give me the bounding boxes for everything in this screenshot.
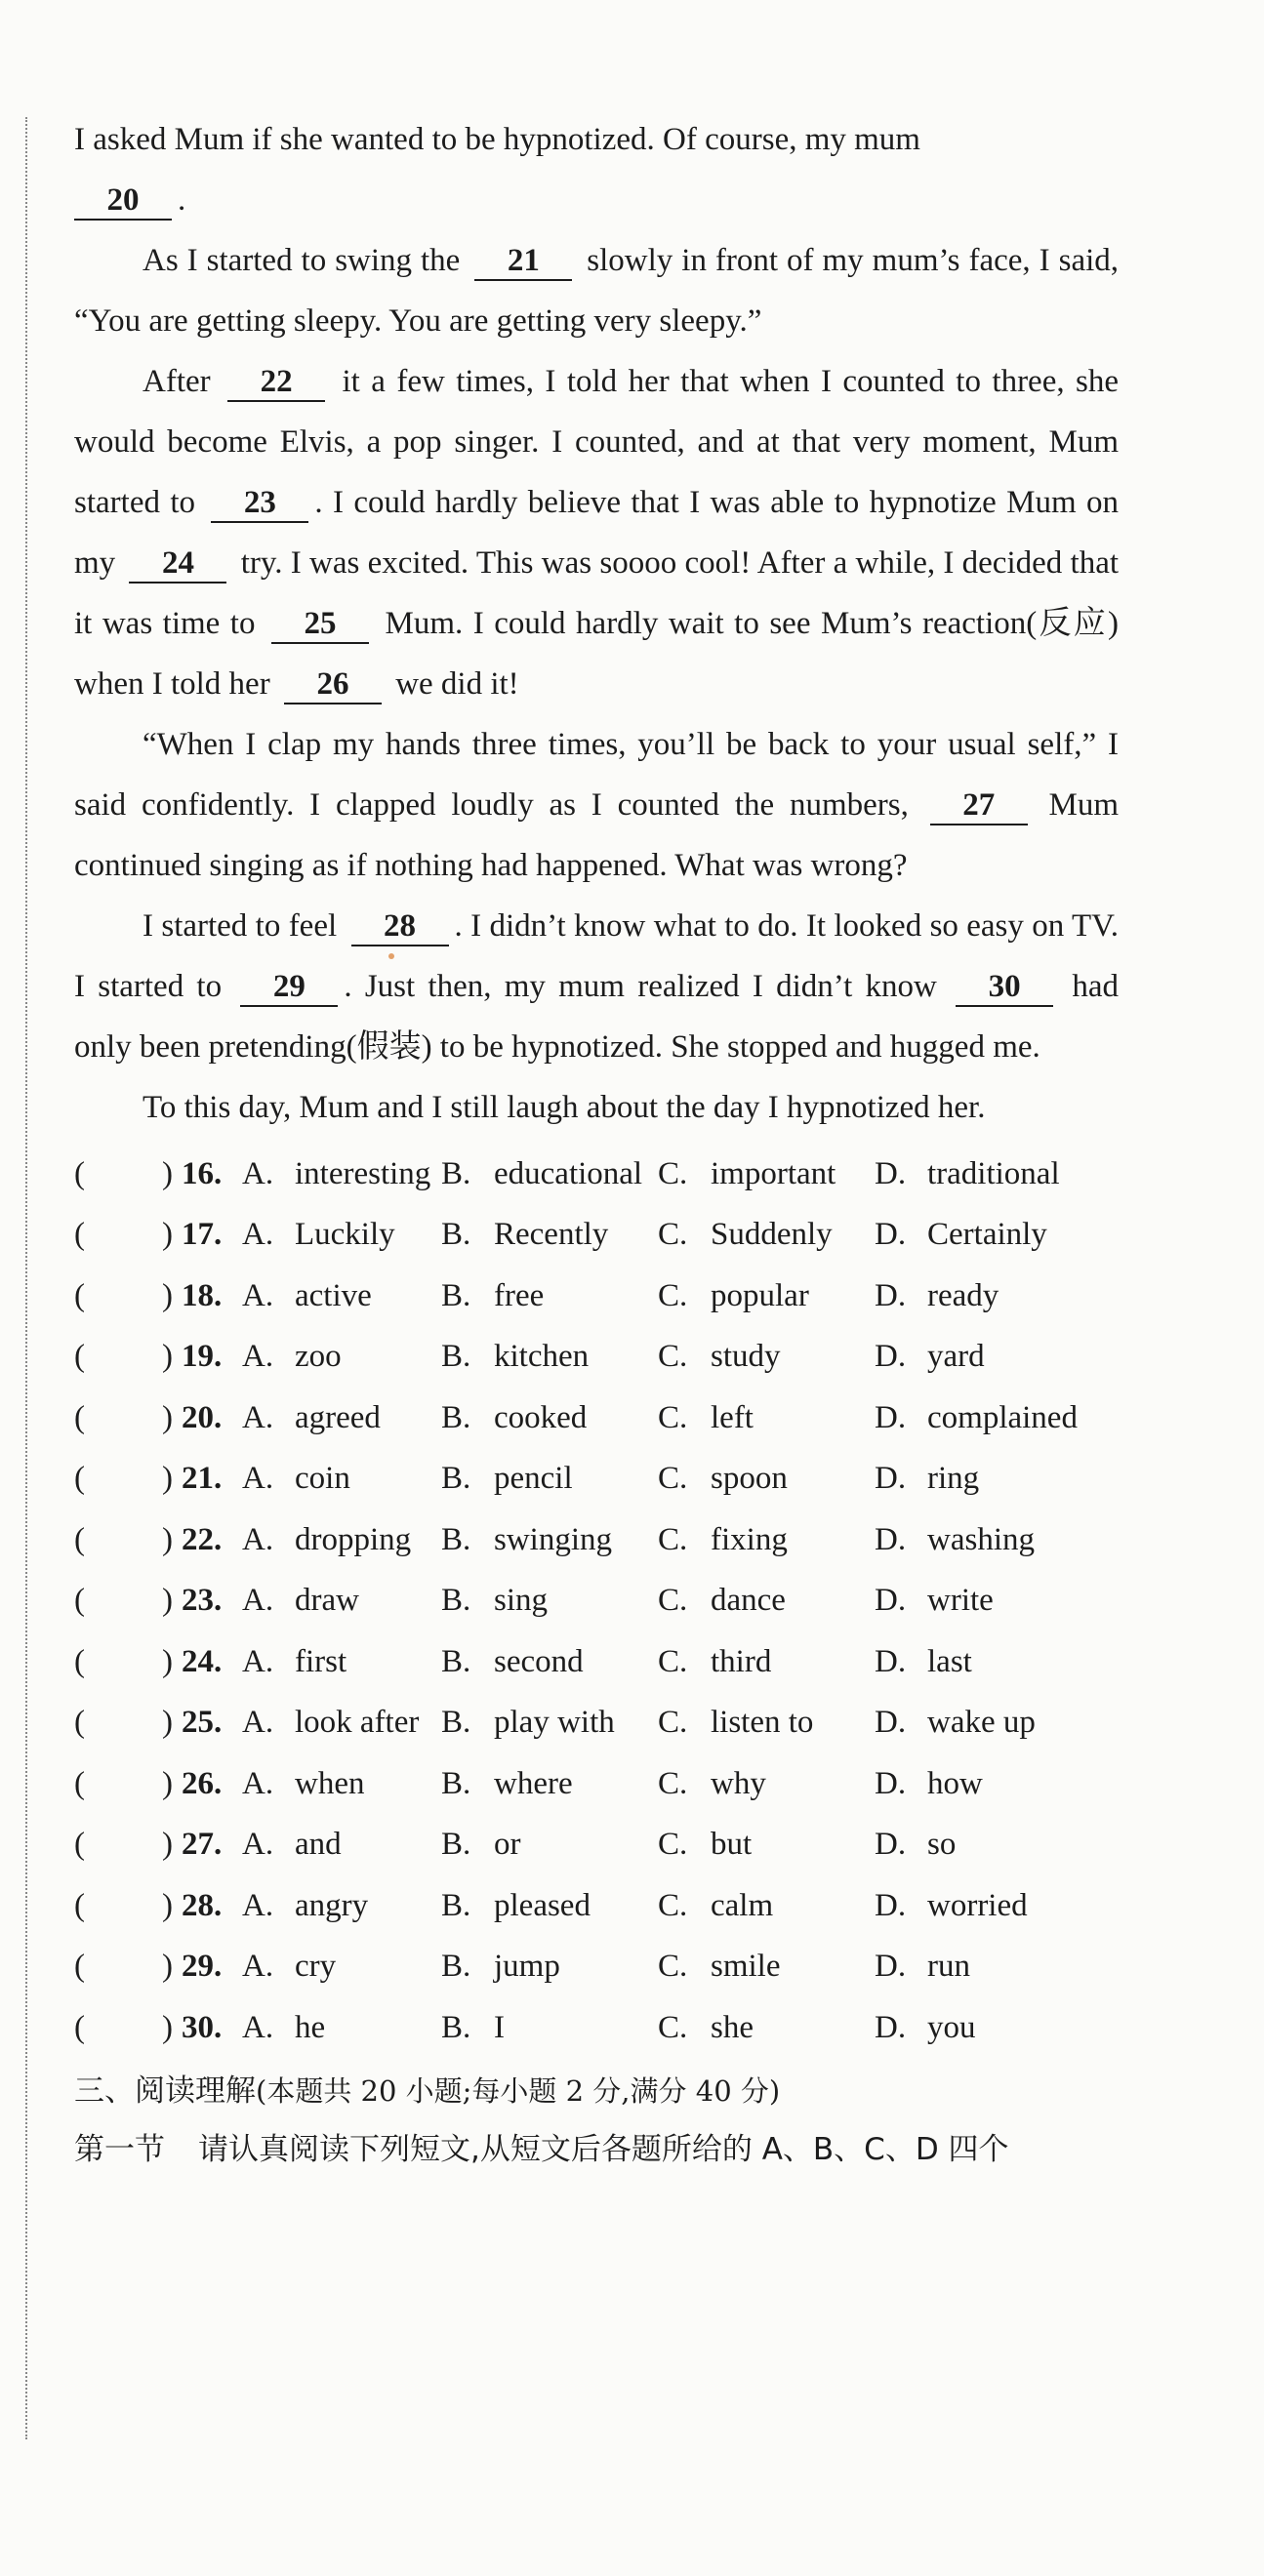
option-letter: A. [242, 1399, 274, 1435]
option-d [875, 1766, 1109, 1802]
option-text: sing [494, 1583, 549, 1619]
option-letter: A. [242, 1827, 274, 1863]
part-label: 第一节 [74, 2131, 165, 2167]
answer-box[interactable]: ) [162, 1521, 173, 1557]
option-text: third [711, 1643, 772, 1679]
option-letter: C. [658, 1949, 688, 1985]
option-d [875, 1522, 1109, 1558]
option-d [875, 1888, 1109, 1924]
option-letter: A. [242, 1277, 274, 1313]
option-text: I [494, 2009, 505, 2045]
option-text: look after [295, 1705, 420, 1741]
option-letter: B. [441, 1155, 471, 1191]
text: I asked Mum if she wanted to be hypnotized. Of course, my mum [74, 122, 920, 157]
blank-22: 22 [227, 363, 325, 402]
option-letter: C. [658, 1277, 688, 1313]
question-row [74, 1327, 1119, 1389]
option-text: he [295, 2009, 326, 2045]
section-heading [74, 2063, 1119, 2119]
option-letter: B. [441, 1583, 471, 1619]
option-a [242, 1400, 441, 1436]
option-c [658, 1217, 875, 1253]
option-c [658, 1888, 875, 1924]
option-letter: D. [875, 1827, 907, 1863]
question-number: 21. [182, 1461, 223, 1497]
option-letter: C. [658, 1399, 688, 1435]
option-text: jump [494, 1949, 560, 1985]
option-d [875, 1339, 1109, 1375]
answer-box[interactable]: ) [162, 1765, 173, 1801]
option-letter: D. [875, 1155, 907, 1191]
option-c [658, 1339, 875, 1375]
option-letter: C. [658, 1583, 688, 1619]
option-a [242, 1888, 441, 1924]
option-letter: D. [875, 1399, 907, 1435]
option-text: how [927, 1765, 983, 1801]
option-b [441, 1522, 658, 1558]
answer-box[interactable]: ) [162, 1399, 173, 1435]
option-text: dance [711, 1583, 786, 1619]
option-d [875, 1400, 1109, 1436]
option-b [441, 1339, 658, 1375]
option-text: educational [494, 1155, 643, 1191]
question-row [74, 1815, 1119, 1876]
option-text: yard [927, 1339, 985, 1375]
question-number: 19. [182, 1339, 223, 1375]
option-text: draw [295, 1583, 359, 1619]
option-text: interesting [295, 1155, 431, 1191]
option-c [658, 1156, 875, 1192]
option-text: but [711, 1827, 753, 1863]
option-b [441, 1583, 658, 1619]
option-b [441, 1949, 658, 1985]
option-text: ring [927, 1461, 980, 1497]
option-text: ready [927, 1277, 999, 1313]
option-letter: C. [658, 1217, 688, 1253]
paragraph-5 [74, 896, 1119, 1077]
option-letter: B. [441, 1339, 471, 1375]
answer-box[interactable]: ) [162, 1155, 173, 1191]
answer-paren-open: ( [74, 1339, 85, 1375]
question-number: 29. [182, 1949, 223, 1985]
option-b [441, 2010, 658, 2046]
question-list [74, 1144, 1119, 2059]
option-text: Certainly [927, 1217, 1047, 1253]
option-text: worried [927, 1887, 1028, 1923]
text: slowly in front of my mum’s face, I said, “You are getting sleepy. You are getting very sleepy.” [74, 243, 1120, 339]
answer-paren-open: ( [74, 1461, 85, 1497]
option-text: important [711, 1155, 836, 1191]
option-text: pleased [494, 1887, 591, 1923]
question-row [74, 1997, 1119, 2059]
option-letter: D. [875, 1461, 907, 1497]
blank-29: 29 [240, 968, 338, 1007]
question-number: 25. [182, 1705, 223, 1741]
option-letter: B. [441, 1217, 471, 1253]
option-letter: A. [242, 1643, 274, 1679]
option-text: spoon [711, 1461, 788, 1497]
option-text: smile [711, 1949, 781, 1985]
option-letter: A. [242, 1705, 274, 1741]
option-text: fixing [711, 1521, 788, 1557]
option-d [875, 1949, 1109, 1985]
option-c [658, 1522, 875, 1558]
option-c [658, 1400, 875, 1436]
option-letter: B. [441, 1277, 471, 1313]
question-number: 16. [182, 1155, 223, 1191]
option-d [875, 1156, 1109, 1192]
blank-28: 28 [351, 907, 449, 946]
option-text: angry [295, 1887, 369, 1923]
blank-30: 30 [956, 968, 1053, 1007]
option-letter: A. [242, 1765, 274, 1801]
option-c [658, 1705, 875, 1741]
option-letter: D. [875, 1277, 907, 1313]
text: Mum. I could hardly wait to see Mum’s reaction(反应) when I told her [74, 606, 1119, 702]
part-instruction [74, 2119, 1119, 2180]
blank-20: 20 [74, 181, 172, 221]
option-text: so [927, 1827, 957, 1863]
section-note: (本题共 20 小题;每小题 2 分,满分 40 分) [256, 2073, 781, 2108]
blank-26: 26 [284, 665, 382, 704]
answer-paren-open: ( [74, 1705, 85, 1741]
option-letter: D. [875, 2009, 907, 2045]
option-d [875, 1644, 1109, 1680]
option-text: kitchen [494, 1339, 590, 1375]
option-b [441, 1156, 658, 1192]
text: . I could hardly believe that I was able to hypnotize Mum on my [74, 485, 1119, 581]
option-letter: B. [441, 1949, 471, 1985]
question-row [74, 1753, 1119, 1815]
option-c [658, 1583, 875, 1619]
text: As I started to swing the [143, 243, 461, 278]
answer-paren-open: ( [74, 1521, 85, 1557]
question-row [74, 1509, 1119, 1571]
option-a [242, 1583, 441, 1619]
option-text: coin [295, 1461, 350, 1497]
option-a [242, 1949, 441, 1985]
option-text: complained [927, 1399, 1078, 1435]
answer-paren-open: ( [74, 1399, 85, 1435]
option-a [242, 1278, 441, 1314]
question-number: 23. [182, 1583, 223, 1619]
paragraph-6 [74, 1077, 1119, 1138]
answer-box[interactable]: ) [162, 1887, 173, 1923]
option-d [875, 2010, 1109, 2046]
question-row [74, 1449, 1119, 1510]
option-text: free [494, 1277, 545, 1313]
answer-paren-open: ( [74, 1155, 85, 1191]
option-d [875, 1583, 1109, 1619]
option-text: first [295, 1643, 347, 1679]
question-number: 28. [182, 1887, 223, 1923]
option-letter: C. [658, 1461, 688, 1497]
option-c [658, 1278, 875, 1314]
option-text: last [927, 1643, 972, 1679]
answer-box[interactable]: ) [162, 1461, 173, 1497]
option-text: second [494, 1643, 584, 1679]
option-letter: A. [242, 1217, 274, 1253]
option-a [242, 1217, 441, 1253]
option-letter: D. [875, 1887, 907, 1923]
option-c [658, 1949, 875, 1985]
option-text: washing [927, 1521, 1035, 1557]
option-text: agreed [295, 1399, 381, 1435]
option-text: swinging [494, 1521, 613, 1557]
paragraph-1 [74, 109, 1119, 230]
option-c [658, 1461, 875, 1497]
option-text: you [927, 2009, 976, 2045]
option-a [242, 1156, 441, 1192]
option-text: Recently [494, 1217, 609, 1253]
question-row [74, 1144, 1119, 1205]
option-letter: C. [658, 1643, 688, 1679]
option-text: pencil [494, 1461, 573, 1497]
text: try. I was excited. This was soooo cool! After a while, I decided that it was time to [74, 545, 1120, 641]
option-letter: D. [875, 1217, 907, 1253]
option-text: play with [494, 1705, 615, 1741]
text: After [143, 364, 211, 399]
option-letter: A. [242, 1155, 274, 1191]
binding-margin-dotted-line [25, 117, 27, 2439]
option-text: cooked [494, 1399, 588, 1435]
option-text: she [711, 2009, 754, 2045]
question-number: 20. [182, 1399, 223, 1435]
option-letter: A. [242, 1887, 274, 1923]
option-letter: B. [441, 2009, 471, 2045]
option-c [658, 1644, 875, 1680]
option-letter: A. [242, 2009, 274, 2045]
option-letter: A. [242, 1583, 274, 1619]
option-letter: C. [658, 1887, 688, 1923]
option-b [441, 1400, 658, 1436]
answer-paren-open: ( [74, 1765, 85, 1801]
option-d [875, 1217, 1109, 1253]
question-row [74, 1937, 1119, 1998]
option-text: popular [711, 1277, 809, 1313]
option-d [875, 1827, 1109, 1863]
option-letter: D. [875, 1521, 907, 1557]
option-b [441, 1766, 658, 1802]
option-d [875, 1278, 1109, 1314]
question-number: 22. [182, 1521, 223, 1557]
question-number: 27. [182, 1827, 223, 1863]
answer-paren-open: ( [74, 1277, 85, 1313]
answer-paren-open: ( [74, 1217, 85, 1253]
option-b [441, 1644, 658, 1680]
option-text: why [711, 1765, 766, 1801]
option-a [242, 2010, 441, 2046]
option-b [441, 1888, 658, 1924]
blank-27: 27 [930, 786, 1028, 825]
option-letter: A. [242, 1949, 274, 1985]
answer-box[interactable]: ) [162, 1643, 173, 1679]
option-a [242, 1644, 441, 1680]
option-letter: C. [658, 1705, 688, 1741]
option-letter: B. [441, 1399, 471, 1435]
option-letter: A. [242, 1339, 274, 1375]
option-letter: A. [242, 1461, 274, 1497]
option-text: study [711, 1339, 781, 1375]
option-text: active [295, 1277, 372, 1313]
option-b [441, 1217, 658, 1253]
answer-box[interactable]: ) [162, 1949, 173, 1985]
text: . [178, 182, 186, 218]
paragraph-2 [74, 230, 1119, 351]
option-letter: A. [242, 1521, 274, 1557]
option-b [441, 1461, 658, 1497]
text: . Just then, my mum realized I didn’t know [344, 969, 937, 1004]
option-text: wake up [927, 1705, 1036, 1741]
option-letter: B. [441, 1887, 471, 1923]
blank-23: 23 [211, 484, 308, 523]
answer-box[interactable]: ) [162, 2009, 173, 2045]
answer-box[interactable]: ) [162, 1827, 173, 1863]
option-text: run [927, 1949, 970, 1985]
text: To this day, Mum and I still laugh about the day I hypnotized her. [143, 1090, 986, 1125]
question-number: 30. [182, 2009, 223, 2045]
option-text: dropping [295, 1521, 412, 1557]
option-d [875, 1461, 1109, 1497]
option-text: calm [711, 1887, 774, 1923]
option-text: when [295, 1765, 365, 1801]
answer-paren-open: ( [74, 1583, 85, 1619]
question-number: 18. [182, 1277, 223, 1313]
option-text: write [927, 1583, 994, 1619]
option-letter: D. [875, 1949, 907, 1985]
option-letter: D. [875, 1339, 907, 1375]
option-text: zoo [295, 1339, 342, 1375]
option-letter: C. [658, 1765, 688, 1801]
text: Mum continued singing as if nothing had happened. What was wrong? [74, 787, 1120, 883]
answer-box[interactable]: ) [162, 1217, 173, 1253]
part-text: 请认真阅读下列短文,从短文后各题所给的 A、B、C、D 四个 [198, 2131, 1009, 2167]
text: had only been pretending(假装) to be hypnotized. She stopped and hugged me. [74, 969, 1120, 1065]
text: it a few times, I told her that when I counted to three, she would become Elvis, a pop singer. I counted, and at that very moment, Mum started to [74, 364, 1120, 520]
option-b [441, 1827, 658, 1863]
option-b [441, 1278, 658, 1314]
option-text: Luckily [295, 1217, 395, 1253]
option-letter: D. [875, 1643, 907, 1679]
question-row [74, 1693, 1119, 1754]
option-letter: B. [441, 1705, 471, 1741]
text: I started to feel [143, 908, 338, 944]
option-letter: C. [658, 2009, 688, 2045]
blank-24: 24 [129, 544, 226, 584]
option-text: where [494, 1765, 573, 1801]
question-row [74, 1571, 1119, 1632]
option-text: cry [295, 1949, 337, 1985]
question-row [74, 1875, 1119, 1937]
option-text: traditional [927, 1155, 1060, 1191]
option-text: Suddenly [711, 1217, 833, 1253]
option-letter: B. [441, 1461, 471, 1497]
text: . I didn’t know what to do. It looked so easy on TV. I started to [74, 908, 1119, 1004]
option-a [242, 1766, 441, 1802]
question-number: 17. [182, 1217, 223, 1253]
option-text: or [494, 1827, 521, 1863]
answer-box[interactable]: ) [162, 1583, 173, 1619]
answer-box[interactable]: ) [162, 1705, 173, 1741]
text: “When I clap my hands three times, you’ll be back to your usual self,” I said confidently. I clapped loudly as I counted the numbers, [74, 727, 1119, 823]
option-letter: D. [875, 1583, 907, 1619]
option-a [242, 1827, 441, 1863]
text: we did it! [395, 666, 519, 702]
question-number: 26. [182, 1765, 223, 1801]
option-a [242, 1461, 441, 1497]
option-letter: B. [441, 1643, 471, 1679]
option-a [242, 1339, 441, 1375]
paragraph-3 [74, 351, 1119, 714]
option-letter: D. [875, 1765, 907, 1801]
option-letter: C. [658, 1827, 688, 1863]
blank-25: 25 [271, 605, 369, 644]
answer-paren-open: ( [74, 2009, 85, 2045]
answer-paren-open: ( [74, 1643, 85, 1679]
question-row [74, 1388, 1119, 1449]
answer-paren-open: ( [74, 1949, 85, 1985]
option-d [875, 1705, 1109, 1741]
option-text: and [295, 1827, 342, 1863]
option-letter: C. [658, 1339, 688, 1375]
question-row [74, 1205, 1119, 1267]
option-c [658, 2010, 875, 2046]
option-letter: C. [658, 1155, 688, 1191]
question-row [74, 1631, 1119, 1693]
option-letter: C. [658, 1521, 688, 1557]
answer-paren-open: ( [74, 1827, 85, 1863]
option-letter: B. [441, 1765, 471, 1801]
option-a [242, 1522, 441, 1558]
question-row [74, 1266, 1119, 1327]
question-number: 24. [182, 1643, 223, 1679]
answer-paren-open: ( [74, 1887, 85, 1923]
option-letter: B. [441, 1521, 471, 1557]
section-title: 三、阅读理解 [74, 2073, 256, 2109]
blank-21: 21 [474, 242, 572, 281]
option-c [658, 1827, 875, 1863]
answer-box[interactable]: ) [162, 1339, 173, 1375]
option-text: listen to [711, 1705, 814, 1741]
exam-page [74, 109, 1119, 2180]
option-letter: D. [875, 1705, 907, 1741]
option-letter: B. [441, 1827, 471, 1863]
option-a [242, 1705, 441, 1741]
option-c [658, 1766, 875, 1802]
option-b [441, 1705, 658, 1741]
answer-box[interactable]: ) [162, 1277, 173, 1313]
paragraph-4 [74, 714, 1119, 896]
option-text: left [711, 1399, 754, 1435]
